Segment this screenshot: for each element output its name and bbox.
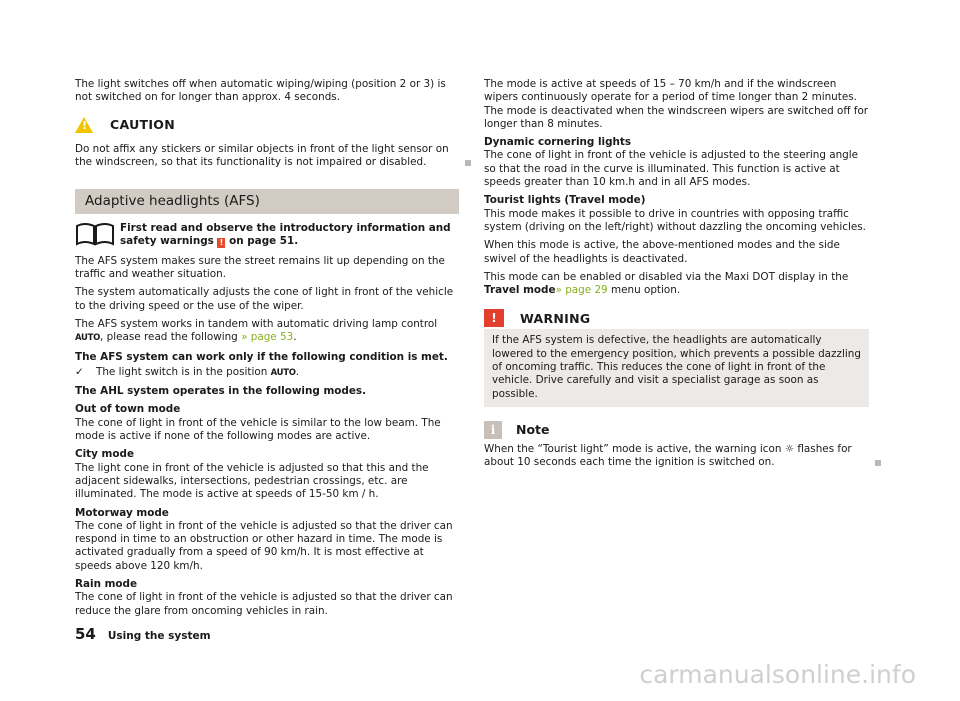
end-square-icon [465,160,471,166]
modes-title: The AHL system operates in the following modes. [75,385,367,398]
open-book-icon [75,222,115,246]
section-title: Adaptive headlights (AFS) [85,193,260,210]
info-icon: i [484,421,502,439]
mode-title: Rain mode [75,578,138,591]
afs-paragraph-3: The AFS system works in tandem with automatic driving lamp control AUTO, please read the following » page 53. [75,317,438,344]
condition-title: The AFS system can work only if the following condition is met. [75,350,448,363]
condition-item: ✓ The light switch is in the position AUTO. [75,366,459,380]
watermark-text: carmanualsonline.info [639,660,916,689]
caution-triangle-icon: ! [75,117,93,133]
mode-title: Out of town mode [75,403,181,416]
mode-item [75,507,459,573]
end-square-icon [875,460,881,466]
auto-light-icon: AUTO [75,333,101,344]
mode-item [75,448,459,501]
read-first-text: First read and observe the introductory information and safety warnings ! on page 51. [120,222,451,248]
left-column [75,78,459,623]
mode-text: The cone of light in front of the vehicle is similar to the low beam. The mode is active if none of the following modes are active. [75,416,441,443]
right-column [484,78,869,475]
sun-warning-icon: ☼ [784,442,795,455]
checkmark-icon: ✓ [75,365,84,378]
mode-item [75,578,459,618]
tourist-title: Tourist lights (Travel mode) [484,194,646,207]
mode-text: The light cone in front of the vehicle is adjusted so that this and the adjacent sidewalks, intersections, pedestrian crossings, etc. are illuminated. The mode is active at speeds of 15-50 km / h. [75,461,429,501]
mode-title: City mode [75,448,134,461]
warning-header [484,307,869,329]
read-first-block [75,222,459,249]
mode-item [75,403,459,443]
note-header [484,421,869,439]
note-title: Note [516,422,550,438]
page-number: 54 [75,625,96,643]
auto-light-icon: AUTO [270,367,296,378]
mode-text: The cone of light in front of the vehicle is adjusted so that the driver can reduce the glare from oncoming vehicles in rain. [75,591,453,617]
rain-mode-continuation: The mode is active at speeds of 15 – 70 km/h and if the windscreen wipers continuously operate for a period of time longer than 2 minutes. The mode is deactivated when the windscreen wipers are switched off for longer than 8 minutes. [484,78,869,130]
warning-badge-icon: ! [217,238,225,248]
cornering-text: The cone of light in front of the vehicle is adjusted to the steering angle so that the road in the curve is illuminated. This function is active at speeds greater than 10 km.h and in all AFS modes. [484,149,859,189]
caution-title: CAUTION [110,116,175,132]
warning-body [484,329,869,406]
mode-title: Motorway mode [75,506,169,519]
afs-paragraph-2: The system automatically adjusts the cone of light in front of the vehicle to the driving speed or the use of the wiper. [75,286,454,312]
warning-title: WARNING [520,310,591,326]
page-29-link[interactable]: » page 29 [555,284,608,297]
caution-text: Do not affix any stickers or similar objects in front of the light sensor on the windscreen, so that its functionality is not impaired or disabled. [75,143,459,170]
warning-icon: ! [484,309,504,327]
caution-header [75,117,459,133]
footer-section-title: Using the system [107,630,211,642]
tourist-paragraph-3: This mode can be enabled or disabled via the Maxi DOT display in the Travel mode» page 29 menu option. [484,270,849,297]
intro-paragraph: The light switches off when automatic wiping/wiping (position 2 or 3) is not switched on for longer than approx. 4 seconds. [75,78,446,104]
page-53-link[interactable]: » page 53 [241,331,294,344]
tourist-block [484,194,869,234]
afs-paragraph-1: The AFS system makes sure the street remains lit up depending on the traffic and weather situation. [75,254,445,281]
cornering-block [484,136,869,189]
mode-text: The cone of light in front of the vehicle is adjusted so that the driver can respond in time to an obstruction or other hazard in time. The mode is activated gradually from a speed of 90 km/h. It is most effective at speeds above 120 km/h. [75,519,453,572]
cornering-title: Dynamic cornering lights [484,136,632,149]
section-title-bar [75,189,459,214]
note-text: When the “Tourist light” mode is active, the warning icon ☼ flashes for about 10 seconds each time the ignition is switched on. [484,443,869,470]
travel-mode-label: Travel mode [484,284,556,297]
page-footer [75,625,211,643]
tourist-paragraph-2: When this mode is active, the above-mentioned modes and the side swivel of the headlights is deactivated. [484,239,840,265]
warning-text: If the AFS system is defective, the headlights are automatically lowered to the emergency position, which prevents a possible dazzling of oncoming traffic. This reduces the cone of light in front of the vehicle. Drive carefully and visit a specialist garage as soon as possible. [492,334,861,400]
tourist-text: This mode makes it possible to drive in countries with opposing traffic system (driving on the left/right) without dazzling the oncoming vehicles. [484,207,866,233]
warning-box [484,307,869,406]
